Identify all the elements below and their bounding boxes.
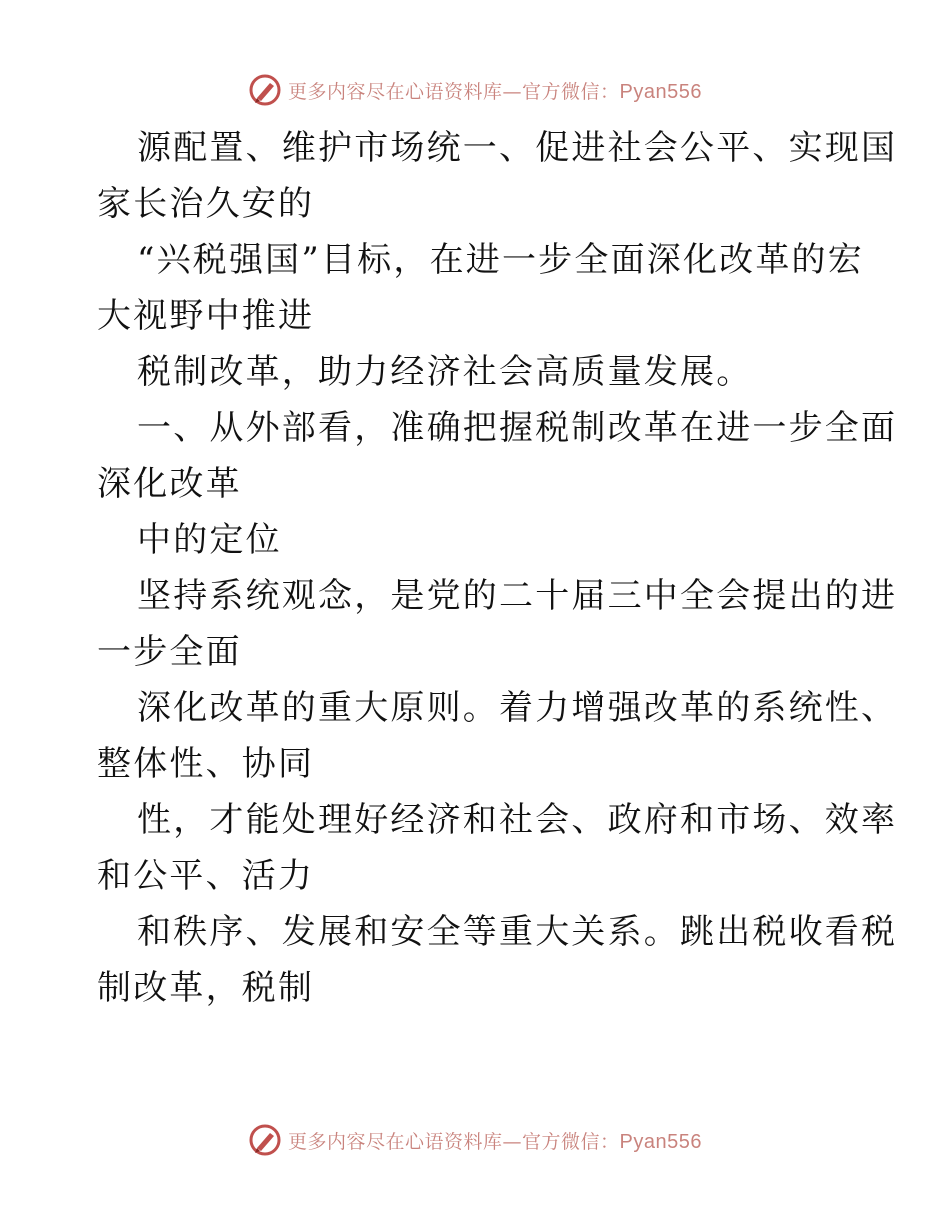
document-body [97, 120, 898, 1016]
watermark-text: 更多内容尽在心语资料库—官方微信：Pyan556 [288, 1130, 702, 1153]
text-line: 坚持系统观念，是党的二十届三中全会提出的进 [137, 576, 898, 616]
section-heading-cont: 深化改革 [97, 464, 242, 504]
text-line: 性，才能处理好经济和社会、政府和市场、效率 [137, 800, 898, 840]
header-watermark [0, 70, 950, 110]
text-line: 一步全面 [97, 632, 242, 672]
watermark-text: 更多内容尽在心语资料库—官方微信：Pyan556 [288, 80, 702, 103]
text-line: 税制改革，助力经济社会高质量发展。 [137, 352, 753, 392]
text-line: 大视野中推进 [97, 296, 315, 336]
pen-circle-icon [248, 1123, 282, 1157]
text-line: 源配置、维护市场统一、促进社会公平、实现国 [137, 128, 898, 168]
text-line: “兴税强国”目标，在进一步全面深化改革的宏 [137, 240, 864, 280]
text-line: 整体性、协同 [97, 744, 315, 784]
footer-watermark [0, 1120, 950, 1160]
text-line: 深化改革的重大原则。着力增强改革的系统性、 [137, 688, 898, 728]
section-heading-cont: 中的定位 [137, 520, 282, 560]
section-heading: 一、从外部看，准确把握税制改革在进一步全面 [137, 408, 898, 448]
text-line: 制改革，税制 [97, 968, 315, 1008]
text-line: 家长治久安的 [97, 184, 315, 224]
pen-circle-icon [248, 73, 282, 107]
text-line: 和公平、活力 [97, 856, 315, 896]
text-line: 和秩序、发展和安全等重大关系。跳出税收看税 [137, 912, 898, 952]
